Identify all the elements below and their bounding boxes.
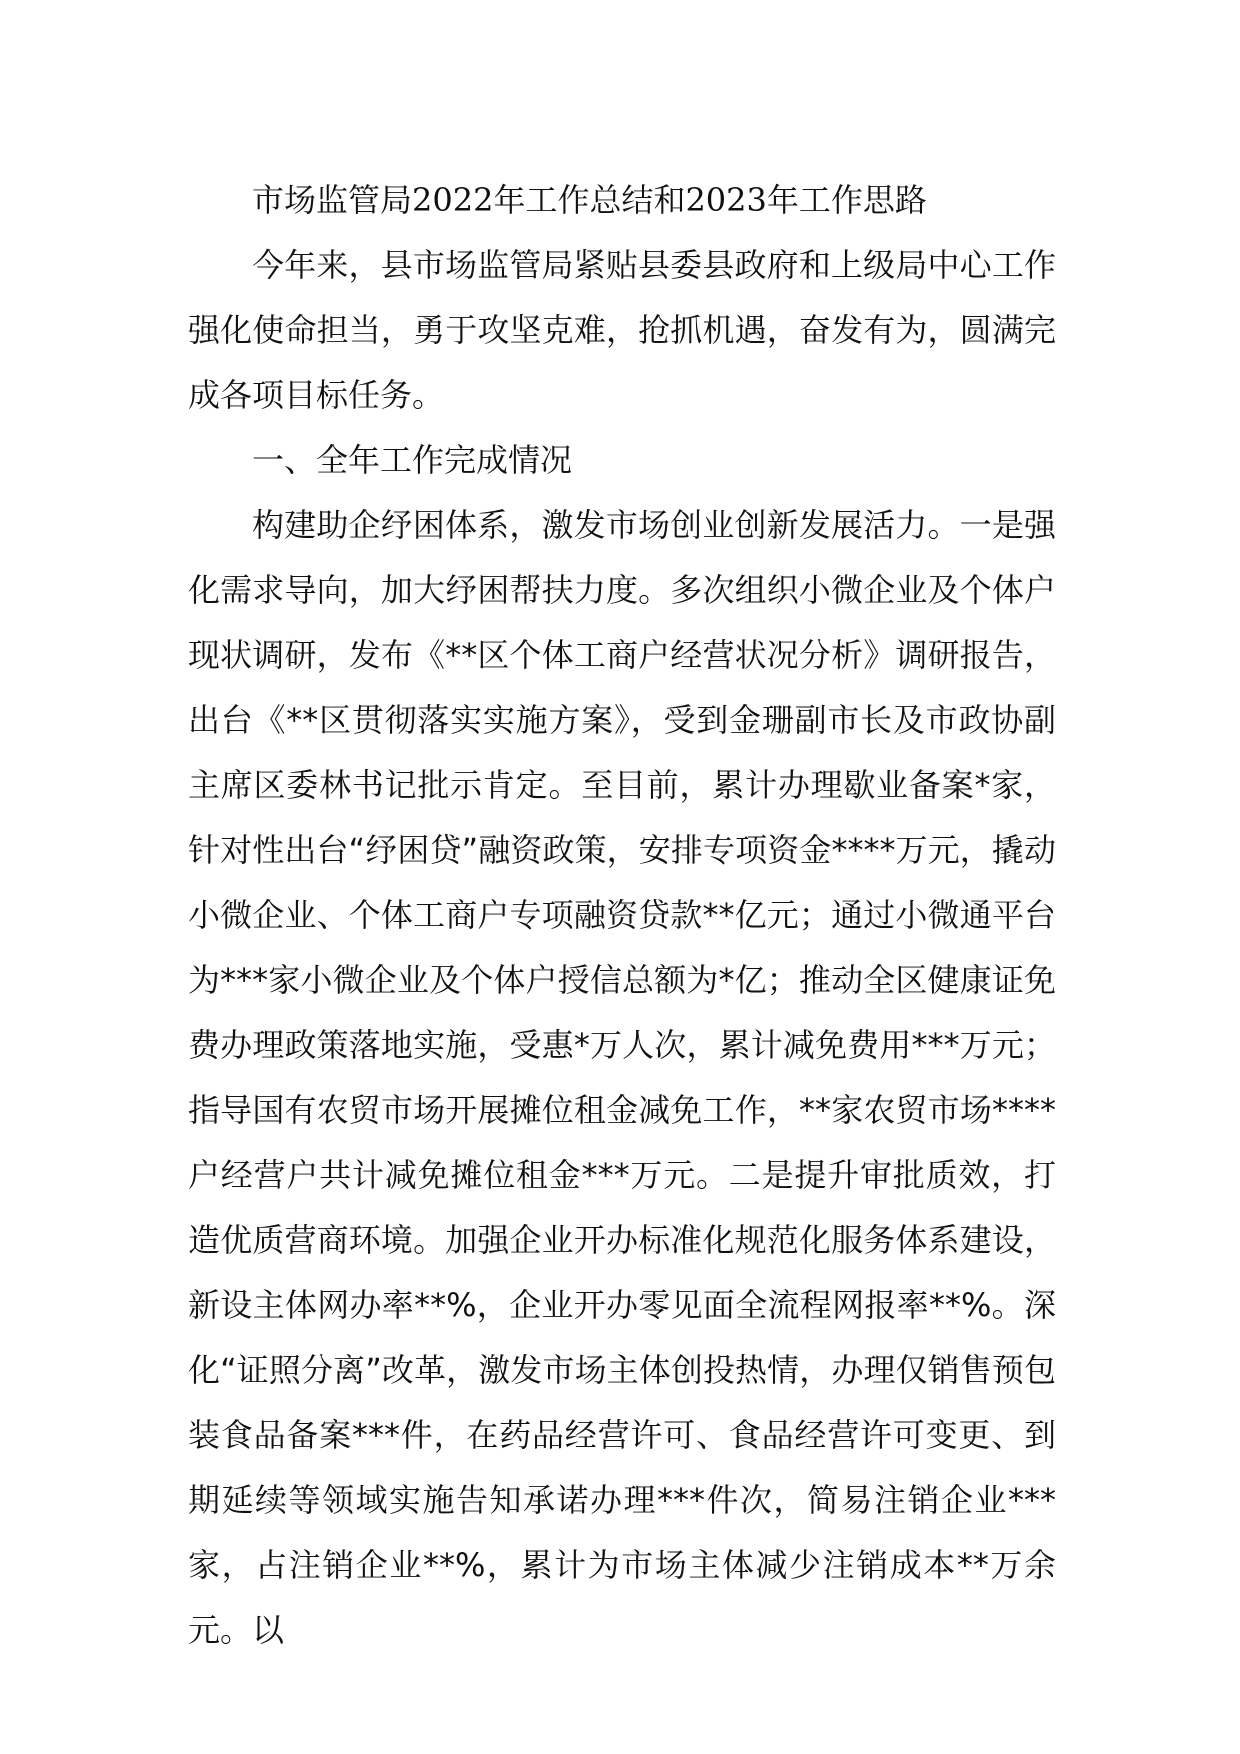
document-body xyxy=(188,168,1056,1663)
body-paragraph: 构建助企纾困体系，激发市场创业创新发展活力。一是强化需求导向，加大纾困帮扶力度。多次组织小微企业及个体户现状调研，发布《**区个体工商户经营状况分析》调研报告，出台《**区贯彻落实实施方案》，受到金珊副市长及市政协副主席区委林书记批示肯定。至目前，累计办理歇业备案*家，针对性出台“纾困贷”融资政策，安排专项资金****万元，撬动小微企业、个体工商户专项融资贷款**亿元；通过小微通平台为***家小微企业及个体户授信总额为*亿；推动全区健康证免费办理政策落地实施，受惠*万人次，累计减免费用***万元；指导国有农贸市场开展摊位租金减免工作，**家农贸市场****户经营户共计减免摊位租金***万元。二是提升审批质效，打造优质营商环境。加强企业开办标准化规范化服务体系建设，新设主体网办率**%，企业开办零见面全流程网报率**%。深化“证照分离”改革，激发市场主体创投热情，办理仅销售预包装食品备案***件，在药品经营许可、食品经营许可变更、到期延续等领域实施告知承诺办理***件次，简易注销企业***家，占注销企业**%，累计为市场主体减少注销成本**万余元。以 xyxy=(188,506,1056,1649)
document-title: 市场监管局2022年工作总结和2023年工作思路 xyxy=(252,181,927,219)
section-heading: 一、全年工作完成情况 xyxy=(252,441,573,479)
intro-paragraph: 今年来，县市场监管局紧贴县委县政府和上级局中心工作强化使命担当，勇于攻坚克难，抢抓机遇，奋发有为，圆满完成各项目标任务。 xyxy=(188,246,1056,414)
